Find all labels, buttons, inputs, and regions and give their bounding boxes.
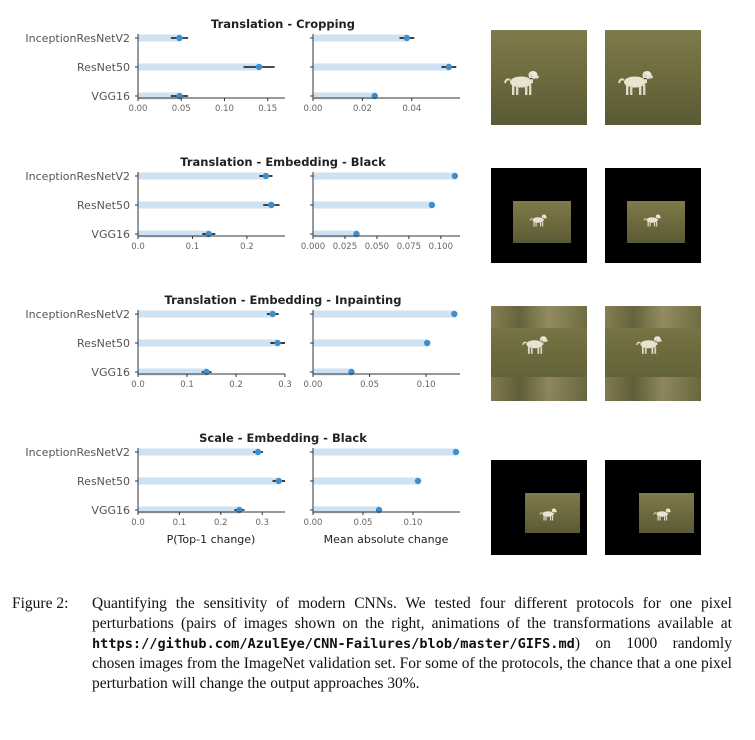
bar <box>138 478 279 485</box>
panel-p-top1-change <box>129 34 285 114</box>
category-label: InceptionResNetV2 <box>25 170 130 183</box>
x-tick-label: 0.04 <box>402 104 422 114</box>
caption-body <box>92 594 732 694</box>
x-tick-label: 0.1 <box>180 380 194 390</box>
x-tick-label: 0.3 <box>255 518 269 528</box>
x-tick-label: 0.00 <box>303 104 323 114</box>
data-point <box>452 173 458 179</box>
x-axis-label-left: P(Top-1 change) <box>166 533 256 546</box>
x-tick-label: 0.10 <box>403 518 423 528</box>
x-tick-label: 0.15 <box>258 104 278 114</box>
chart-title: Translation - Embedding - Inpainting <box>164 293 402 307</box>
data-point <box>255 449 261 455</box>
x-tick-label: 0.025 <box>332 242 358 252</box>
panel-p-top1-change <box>131 172 285 252</box>
inpaint-streaks-bottom <box>605 377 701 401</box>
chart-row-1 <box>25 17 460 114</box>
data-point <box>268 202 274 208</box>
data-point <box>176 35 182 41</box>
x-tick-label: 0.00 <box>128 104 148 114</box>
x-axis-label-right: Mean absolute change <box>323 533 449 546</box>
panel-mean-abs-change <box>304 310 460 390</box>
thumbnail-scale-black-1 <box>491 460 587 555</box>
panel-mean-abs-change <box>304 448 460 528</box>
category-label: InceptionResNetV2 <box>25 308 130 321</box>
bar <box>313 449 456 456</box>
category-label: VGG16 <box>91 366 130 379</box>
bar <box>138 64 259 71</box>
x-tick-label: 0.1 <box>172 518 187 528</box>
thumbnail-inpaint-2 <box>605 306 701 401</box>
thumbnail-inpaint-1 <box>491 306 587 401</box>
chart-row-2 <box>25 155 460 252</box>
caption-link[interactable]: https://github.com/AzulEye/CNN-Failures/blob/master/GIFS.md <box>92 636 575 652</box>
x-tick-label: 0.2 <box>229 380 243 390</box>
panel-p-top1-change <box>131 310 292 390</box>
bar <box>313 173 455 180</box>
caption-label: Figure 2: <box>12 595 69 612</box>
bar <box>138 202 271 209</box>
category-label: ResNet50 <box>77 61 130 74</box>
bar <box>313 340 427 347</box>
chart-title: Scale - Embedding - Black <box>199 431 367 445</box>
data-point <box>424 340 430 346</box>
grass-background <box>491 30 587 125</box>
x-tick-label: 0.2 <box>240 242 254 252</box>
panel-mean-abs-change <box>304 34 460 114</box>
x-tick-label: 0.00 <box>303 380 323 390</box>
caption-text-part-2: ) on 1000 randomly chosen images from the ImageNet validation set. For some of the protocols, the chance that a one pixel perturbation will change the output approaches 30%. <box>92 635 732 692</box>
bar <box>138 449 258 456</box>
x-tick-label: 0.0 <box>131 242 145 252</box>
bar <box>313 202 432 209</box>
category-label: ResNet50 <box>77 337 130 350</box>
x-tick-label: 0.05 <box>171 104 191 114</box>
data-point <box>404 35 410 41</box>
inpaint-streaks-top <box>491 306 587 328</box>
bar <box>313 35 407 42</box>
x-tick-label: 0.075 <box>396 242 422 252</box>
category-label: InceptionResNetV2 <box>25 32 130 45</box>
data-point <box>263 173 269 179</box>
x-tick-label: 0.1 <box>185 242 200 252</box>
thumbnail-crop-2 <box>605 30 701 125</box>
x-tick-label: 0.3 <box>278 380 292 390</box>
x-tick-label: 0.10 <box>416 380 436 390</box>
thumbnail-embed-black-1 <box>491 168 587 263</box>
data-point <box>451 311 457 317</box>
category-label: ResNet50 <box>77 475 130 488</box>
category-label: ResNet50 <box>77 199 130 212</box>
bar <box>138 173 266 180</box>
x-tick-label: 0.2 <box>214 518 228 528</box>
data-point <box>446 64 452 70</box>
chart-row-3 <box>25 293 460 390</box>
grass-background <box>605 30 701 125</box>
data-point <box>274 340 280 346</box>
x-tick-label: 0.0 <box>131 380 145 390</box>
chart-row-4 <box>25 431 460 528</box>
thumbnail-scale-black-2 <box>605 460 701 555</box>
data-point <box>270 311 276 317</box>
bar <box>138 340 278 347</box>
x-tick-label: 0.05 <box>360 380 380 390</box>
chart-title: Translation - Cropping <box>211 17 355 31</box>
inpaint-streaks-top <box>605 306 701 328</box>
inpaint-streaks-bottom <box>491 377 587 401</box>
bar <box>313 478 418 485</box>
x-tick-label: 0.00 <box>303 518 323 528</box>
thumbnail-embed-black-2 <box>605 168 701 263</box>
bar <box>313 64 449 71</box>
caption-text-part-1: Quantifying the sensitivity of modern CNNs. We tested four different protocols for one pixel perturbations (pairs of images shown on the right, animations of the transformations available at <box>92 595 732 632</box>
x-tick-label: 0.05 <box>353 518 373 528</box>
x-tick-label: 0.100 <box>428 242 453 252</box>
x-tick-label: 0.050 <box>364 242 390 252</box>
data-point <box>453 449 459 455</box>
category-label: VGG16 <box>91 504 130 517</box>
x-tick-label: 0.0 <box>131 518 145 528</box>
chart-title: Translation - Embedding - Black <box>180 155 386 169</box>
x-tick-label: 0.000 <box>300 242 326 252</box>
category-label: InceptionResNetV2 <box>25 446 130 459</box>
data-point <box>276 478 282 484</box>
panel-p-top1-change <box>131 448 285 528</box>
category-label: VGG16 <box>91 228 130 241</box>
data-point <box>415 478 421 484</box>
x-tick-label: 0.02 <box>352 104 372 114</box>
category-label: VGG16 <box>91 90 130 103</box>
data-point <box>429 202 435 208</box>
bar <box>138 311 273 318</box>
thumbnail-crop-1 <box>491 30 587 125</box>
panel-mean-abs-change <box>301 172 460 252</box>
x-tick-label: 0.10 <box>215 104 234 114</box>
bar <box>313 311 454 318</box>
data-point <box>256 64 262 70</box>
